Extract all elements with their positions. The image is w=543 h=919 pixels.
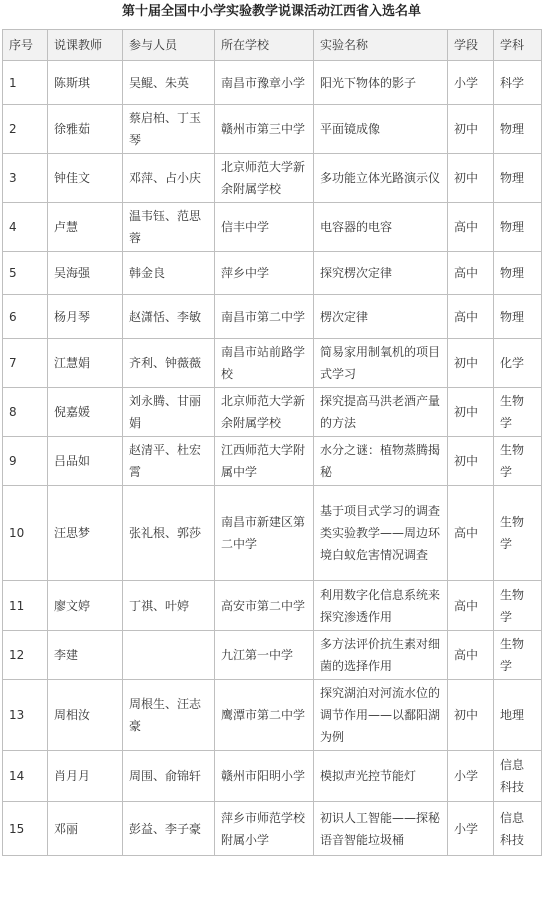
cell-no: 1 [3, 61, 48, 105]
cell-level: 初中 [448, 388, 494, 437]
participant-table [2, 29, 542, 856]
cell-level: 初中 [448, 339, 494, 388]
cell-school: 萍乡中学 [215, 252, 314, 295]
cell-subject: 生物学 [494, 486, 542, 581]
cell-level: 小学 [448, 61, 494, 105]
cell-subject: 生物学 [494, 631, 542, 680]
cell-experiment: 利用数字化信息系统来探究渗透作用 [314, 581, 448, 631]
cell-teacher: 吴海强 [48, 252, 123, 295]
page-title: 第十届全国中小学实验教学说课活动江西省入选名单 [121, 4, 421, 19]
cell-subject: 生物学 [494, 581, 542, 631]
table-row [3, 486, 542, 581]
table-row [3, 154, 542, 203]
table-row [3, 680, 542, 751]
table-row [3, 388, 542, 437]
cell-school: 信丰中学 [215, 203, 314, 252]
cell-level: 高中 [448, 581, 494, 631]
cell-school: 江西师范大学附属中学 [215, 437, 314, 486]
cell-subject: 物理 [494, 203, 542, 252]
cell-members: 韩金良 [123, 252, 215, 295]
table-row [3, 339, 542, 388]
cell-no: 9 [3, 437, 48, 486]
cell-members: 温韦钰、范思蓉 [123, 203, 215, 252]
table-row [3, 295, 542, 339]
cell-members: 彭益、李子豪 [123, 802, 215, 856]
cell-subject: 信息科技 [494, 802, 542, 856]
header-teacher: 说课教师 [48, 30, 123, 61]
cell-experiment: 探究楞次定律 [314, 252, 448, 295]
cell-school: 高安市第二中学 [215, 581, 314, 631]
cell-teacher: 徐雅茹 [48, 105, 123, 154]
cell-members: 张礼根、郭莎 [123, 486, 215, 581]
cell-experiment: 初识人工智能——探秘语音智能垃圾桶 [314, 802, 448, 856]
cell-school: 赣州市阳明小学 [215, 751, 314, 802]
cell-subject: 物理 [494, 295, 542, 339]
cell-no: 3 [3, 154, 48, 203]
cell-no: 7 [3, 339, 48, 388]
cell-level: 初中 [448, 680, 494, 751]
cell-school: 萍乡市师范学校附属小学 [215, 802, 314, 856]
cell-subject: 地理 [494, 680, 542, 751]
cell-members: 齐利、钟薇薇 [123, 339, 215, 388]
cell-subject: 化学 [494, 339, 542, 388]
header-no: 序号 [3, 30, 48, 61]
cell-members [123, 631, 215, 680]
cell-no: 5 [3, 252, 48, 295]
cell-members: 丁祺、叶婷 [123, 581, 215, 631]
cell-subject: 物理 [494, 154, 542, 203]
cell-experiment: 阳光下物体的影子 [314, 61, 448, 105]
cell-members: 周围、俞锦轩 [123, 751, 215, 802]
cell-level: 高中 [448, 203, 494, 252]
cell-experiment: 平面镜成像 [314, 105, 448, 154]
cell-teacher: 吕品如 [48, 437, 123, 486]
cell-no: 2 [3, 105, 48, 154]
cell-no: 10 [3, 486, 48, 581]
cell-teacher: 倪嘉媛 [48, 388, 123, 437]
cell-subject: 生物学 [494, 388, 542, 437]
cell-experiment: 楞次定律 [314, 295, 448, 339]
cell-experiment: 基于项目式学习的调查类实验教学——周边环境白蚁危害情况调查 [314, 486, 448, 581]
cell-teacher: 江慧娟 [48, 339, 123, 388]
cell-school: 鹰潭市第二中学 [215, 680, 314, 751]
cell-experiment: 水分之谜：植物蒸腾揭秘 [314, 437, 448, 486]
table-row [3, 581, 542, 631]
cell-teacher: 李建 [48, 631, 123, 680]
table-header-row [3, 30, 542, 61]
header-members: 参与人员 [123, 30, 215, 61]
cell-subject: 信息科技 [494, 751, 542, 802]
cell-no: 15 [3, 802, 48, 856]
cell-subject: 生物学 [494, 437, 542, 486]
table-row [3, 252, 542, 295]
cell-teacher: 杨月琴 [48, 295, 123, 339]
cell-level: 高中 [448, 295, 494, 339]
cell-no: 14 [3, 751, 48, 802]
cell-teacher: 汪思梦 [48, 486, 123, 581]
cell-members: 邓萍、占小庆 [123, 154, 215, 203]
cell-experiment: 探究湖泊对河流水位的调节作用——以鄱阳湖为例 [314, 680, 448, 751]
cell-level: 高中 [448, 631, 494, 680]
cell-teacher: 肖月月 [48, 751, 123, 802]
cell-no: 11 [3, 581, 48, 631]
cell-experiment: 探究提高马洪老酒产量的方法 [314, 388, 448, 437]
header-experiment: 实验名称 [314, 30, 448, 61]
table-row [3, 437, 542, 486]
header-subject: 学科 [494, 30, 542, 61]
cell-members: 周根生、汪志豪 [123, 680, 215, 751]
cell-teacher: 廖文婷 [48, 581, 123, 631]
cell-no: 13 [3, 680, 48, 751]
cell-no: 12 [3, 631, 48, 680]
header-level: 学段 [448, 30, 494, 61]
table-row [3, 751, 542, 802]
cell-level: 小学 [448, 751, 494, 802]
table-row [3, 61, 542, 105]
cell-teacher: 邓丽 [48, 802, 123, 856]
table-row [3, 802, 542, 856]
cell-no: 6 [3, 295, 48, 339]
cell-experiment: 电容器的电容 [314, 203, 448, 252]
cell-school: 南昌市新建区第二中学 [215, 486, 314, 581]
cell-school: 南昌市第二中学 [215, 295, 314, 339]
cell-members: 蔡启柏、丁玉琴 [123, 105, 215, 154]
cell-school: 北京师范大学新余附属学校 [215, 154, 314, 203]
cell-experiment: 多方法评价抗生素对细菌的选择作用 [314, 631, 448, 680]
cell-members: 赵清平、杜宏霄 [123, 437, 215, 486]
cell-experiment: 简易家用制氧机的项目式学习 [314, 339, 448, 388]
cell-teacher: 钟佳文 [48, 154, 123, 203]
cell-level: 初中 [448, 437, 494, 486]
cell-level: 高中 [448, 252, 494, 295]
cell-members: 刘永腾、甘丽娟 [123, 388, 215, 437]
cell-teacher: 卢慧 [48, 203, 123, 252]
cell-subject: 物理 [494, 105, 542, 154]
cell-teacher: 陈斯琪 [48, 61, 123, 105]
cell-members: 吴鲲、朱英 [123, 61, 215, 105]
cell-experiment: 多功能立体光路演示仪 [314, 154, 448, 203]
cell-members: 赵潇恬、李敏 [123, 295, 215, 339]
cell-level: 初中 [448, 105, 494, 154]
header-school: 所在学校 [215, 30, 314, 61]
table-row [3, 631, 542, 680]
cell-level: 高中 [448, 486, 494, 581]
cell-school: 南昌市站前路学校 [215, 339, 314, 388]
cell-no: 8 [3, 388, 48, 437]
cell-subject: 科学 [494, 61, 542, 105]
cell-no: 4 [3, 203, 48, 252]
cell-school: 赣州市第三中学 [215, 105, 314, 154]
cell-school: 南昌市豫章小学 [215, 61, 314, 105]
table-row [3, 105, 542, 154]
cell-experiment: 模拟声光控节能灯 [314, 751, 448, 802]
cell-level: 初中 [448, 154, 494, 203]
cell-teacher: 周相汝 [48, 680, 123, 751]
cell-level: 小学 [448, 802, 494, 856]
cell-subject: 物理 [494, 252, 542, 295]
cell-school: 北京师范大学新余附属学校 [215, 388, 314, 437]
cell-school: 九江第一中学 [215, 631, 314, 680]
table-row [3, 203, 542, 252]
